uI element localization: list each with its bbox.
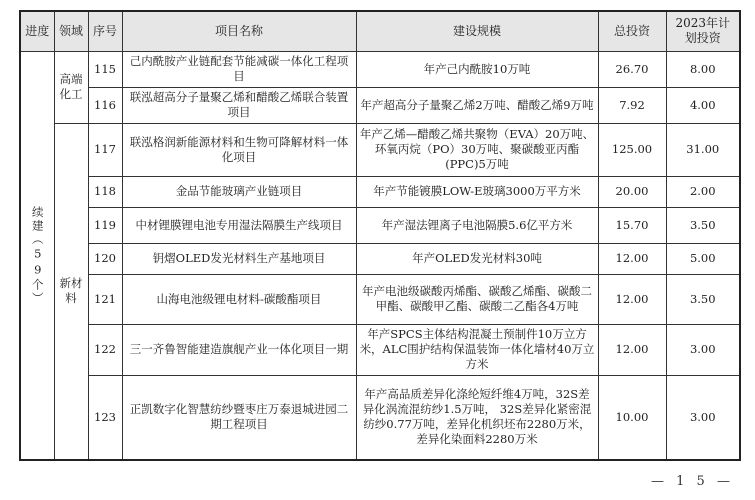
total-cell: 26.70 xyxy=(598,51,666,87)
total-cell: 12.00 xyxy=(598,274,666,324)
seq-cell: 118 xyxy=(88,176,122,207)
total-cell: 7.92 xyxy=(598,87,666,123)
scale-cell: 年产SPCS主体结构混凝土预制件10万立方米，ALC围护结构保温装饰一体化墙材40万立方米 xyxy=(356,324,598,375)
table-row xyxy=(20,375,740,460)
table-row xyxy=(20,207,740,243)
table-row xyxy=(20,243,740,274)
stage-cell: 续建（59个） xyxy=(20,51,54,460)
table-row xyxy=(20,176,740,207)
total-cell: 20.00 xyxy=(598,176,666,207)
project-table xyxy=(19,10,741,461)
seq-cell: 119 xyxy=(88,207,122,243)
page-number: — 1 5 — xyxy=(651,474,734,489)
total-cell: 12.00 xyxy=(598,324,666,375)
header-field: 领域 xyxy=(54,11,88,51)
name-cell: 联泓格润新能源材料和生物可降解材料一体化项目 xyxy=(122,123,356,176)
plan-cell: 4.00 xyxy=(666,87,740,123)
total-cell: 10.00 xyxy=(598,375,666,460)
name-cell: 三一齐鲁智能建造旗舰产业一体化项目一期 xyxy=(122,324,356,375)
name-cell: 正凯数字化智慧纺纱暨枣庄万泰退城进园二期工程项目 xyxy=(122,375,356,460)
name-cell: 山海电池级锂电材料-碳酸酯项目 xyxy=(122,274,356,324)
total-cell: 125.00 xyxy=(598,123,666,176)
scale-cell: 年产电池级碳酸丙烯酯、碳酸乙烯酯、碳酸二甲酯、碳酸甲乙酯、碳酸二乙酯各4万吨 xyxy=(356,274,598,324)
table-row xyxy=(20,274,740,324)
name-cell: 己内酰胺产业链配套节能减碳一体化工程项目 xyxy=(122,51,356,87)
header-scale: 建设规模 xyxy=(356,11,598,51)
name-cell: 金品节能玻璃产业链项目 xyxy=(122,176,356,207)
plan-cell: 8.00 xyxy=(666,51,740,87)
seq-cell: 121 xyxy=(88,274,122,324)
seq-cell: 116 xyxy=(88,87,122,123)
scale-cell: 年产节能镀膜LOW-E玻璃3000万平方米 xyxy=(356,176,598,207)
name-cell: 钥熠OLED发光材料生产基地项目 xyxy=(122,243,356,274)
header-name: 项目名称 xyxy=(122,11,356,51)
scale-cell: 年产高品质差异化涤纶短纤维4万吨，32S差异化涡流混纺纱1.5万吨， 32S差异化紧密混纺纱0.77万吨，差异化机织坯布2280万米，差异化染面料2280万米 xyxy=(356,375,598,460)
seq-cell: 123 xyxy=(88,375,122,460)
header-row xyxy=(20,11,740,51)
table-row xyxy=(20,51,740,87)
total-cell: 12.00 xyxy=(598,243,666,274)
plan-cell: 3.50 xyxy=(666,274,740,324)
header-plan: 2023年计划投资 xyxy=(666,11,740,51)
plan-cell: 5.00 xyxy=(666,243,740,274)
header-total: 总投资 xyxy=(598,11,666,51)
plan-cell: 3.00 xyxy=(666,375,740,460)
plan-cell: 3.00 xyxy=(666,324,740,375)
plan-cell: 2.00 xyxy=(666,176,740,207)
field-new-materials: 新材料 xyxy=(54,123,88,460)
seq-cell: 120 xyxy=(88,243,122,274)
name-cell: 联泓超高分子量聚乙烯和醋酸乙烯联合装置项目 xyxy=(122,87,356,123)
seq-cell: 117 xyxy=(88,123,122,176)
table-row xyxy=(20,324,740,375)
field-high-end-chemical: 高端化工 xyxy=(54,51,88,123)
plan-cell: 3.50 xyxy=(666,207,740,243)
scale-cell: 年产超高分子量聚乙烯2万吨、醋酸乙烯9万吨 xyxy=(356,87,598,123)
table-row xyxy=(20,123,740,176)
table-row xyxy=(20,87,740,123)
header-seq: 序号 xyxy=(88,11,122,51)
total-cell: 15.70 xyxy=(598,207,666,243)
seq-cell: 122 xyxy=(88,324,122,375)
name-cell: 中材锂膜锂电池专用湿法隔膜生产线项目 xyxy=(122,207,356,243)
scale-cell: 年产乙烯—醋酸乙烯共聚物（EVA）20万吨、环氧丙烷（PO）30万吨、聚碳酸亚丙酯(PPC)5万吨 xyxy=(356,123,598,176)
scale-cell: 年产己内酰胺10万吨 xyxy=(356,51,598,87)
scale-cell: 年产湿法锂离子电池隔膜5.6亿平方米 xyxy=(356,207,598,243)
plan-cell: 31.00 xyxy=(666,123,740,176)
seq-cell: 115 xyxy=(88,51,122,87)
scale-cell: 年产OLED发光材料30吨 xyxy=(356,243,598,274)
header-stage: 进度 xyxy=(20,11,54,51)
